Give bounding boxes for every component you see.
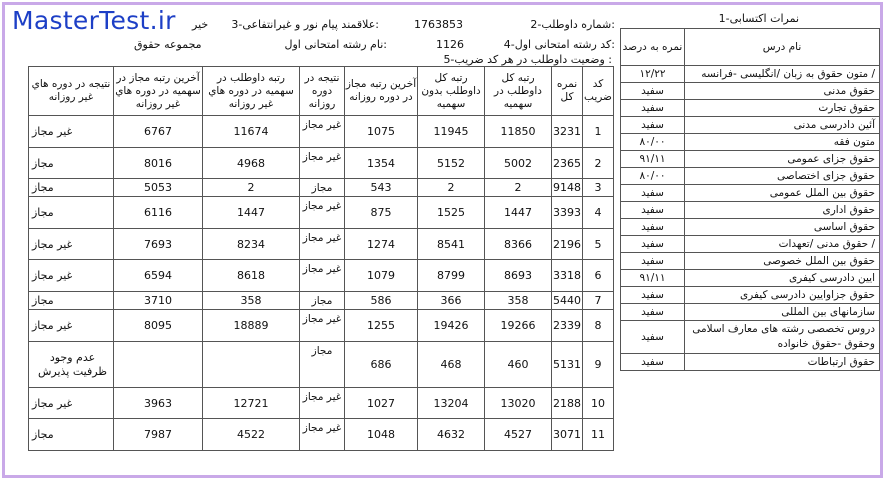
table-cell: 1255: [345, 310, 418, 342]
course-name: / متون حقوق به زبان /انگلیسی -فرانسه: [685, 66, 880, 83]
course-score: ۹۱/۱۱: [621, 151, 685, 168]
table-cell: 6767: [114, 116, 203, 148]
course-score: سفید: [621, 185, 685, 202]
course-name: دروس تخصصی رشته های معارف اسلامی وحقوق -حقوق خانواده: [685, 321, 880, 354]
table-cell: 2: [418, 179, 485, 197]
column-header: رتبه داوطلب در سهمیه در دوره هاي غیر روزانه: [203, 67, 300, 116]
table-cell: 12721: [203, 388, 300, 419]
applicant-number-value: 1763853: [414, 18, 463, 31]
table-cell: 8095: [114, 310, 203, 342]
table-cell: غیر مجاز: [300, 260, 345, 292]
course-name: حقوق جزای اختصاصی: [685, 168, 880, 185]
table-cell: 8: [583, 310, 614, 342]
table-cell: مجاز: [300, 342, 345, 388]
table-cell: 8693: [485, 260, 552, 292]
table-cell: 2188: [552, 388, 583, 419]
table-cell: 6594: [114, 260, 203, 292]
course-score: سفید: [621, 219, 685, 236]
table-cell: 4632: [418, 419, 485, 451]
column-header: نتیجه در دوره روزانه: [300, 67, 345, 116]
course-score: سفید: [621, 236, 685, 253]
table-cell: 5440: [552, 292, 583, 310]
table-cell: 1079: [345, 260, 418, 292]
table-cell: 586: [345, 292, 418, 310]
table-cell: 2365: [552, 148, 583, 179]
table-row: [29, 260, 614, 292]
table-cell: 9: [583, 342, 614, 388]
table-cell: 5002: [485, 148, 552, 179]
score-row: [621, 304, 880, 321]
course-score: سفید: [621, 117, 685, 134]
table-row: [29, 419, 614, 451]
table-row: [29, 116, 614, 148]
table-cell: 13020: [485, 388, 552, 419]
table-row: [29, 148, 614, 179]
scores-table: [620, 28, 880, 371]
course-score: ۹۱/۱۱: [621, 270, 685, 287]
field-name-value: مجموعه حقوق: [134, 38, 202, 51]
column-header: نمره كل: [552, 67, 583, 116]
score-row: [621, 219, 880, 236]
table-cell: 8016: [114, 148, 203, 179]
table-cell: 3318: [552, 260, 583, 292]
table-cell: 13204: [418, 388, 485, 419]
score-row: [621, 66, 880, 83]
score-row: [621, 100, 880, 117]
course-name: حقوق بین الملل خصوصی: [685, 253, 880, 270]
score-row: [621, 202, 880, 219]
table-row: [29, 388, 614, 419]
table-cell: 366: [418, 292, 485, 310]
table-cell: غیر مجاز: [300, 148, 345, 179]
table-cell: 3963: [114, 388, 203, 419]
score-row: [621, 185, 880, 202]
score-row: [621, 321, 880, 354]
column-header: آخرین رتبه مجاز در دوره روزانه: [345, 67, 418, 116]
field-name-label: نام رشته امتحانی اول:: [284, 38, 387, 51]
table-cell: 2: [203, 179, 300, 197]
table-cell: 11: [583, 419, 614, 451]
table-cell: غیر مجاز: [300, 229, 345, 260]
table-cell: غیر مجاز: [29, 260, 114, 292]
course-name: متون فقه: [685, 134, 880, 151]
course-name: حقوق مدنی: [685, 83, 880, 100]
table-cell: 4: [583, 197, 614, 229]
table-cell: [203, 342, 300, 388]
table-cell: 19426: [418, 310, 485, 342]
course-name: ایین دادرسی کیفری: [685, 270, 880, 287]
table-cell: غیر مجاز: [300, 197, 345, 229]
table-cell: 543: [345, 179, 418, 197]
table-cell: 5152: [418, 148, 485, 179]
table-cell: 3071: [552, 419, 583, 451]
column-header: نتیجه در دوره هاي غیر روزانه: [29, 67, 114, 116]
table-cell: 2: [485, 179, 552, 197]
column-header: رتبه كل داوطلب بدون سهمیه: [418, 67, 485, 116]
table-cell: 4527: [485, 419, 552, 451]
table-cell: 2196: [552, 229, 583, 260]
course-name: سازمانهای بین المللی: [685, 304, 880, 321]
table-cell: 3393: [552, 197, 583, 229]
course-name: حقوق جزاوایین دادرسی کیفری: [685, 287, 880, 304]
table-cell: [114, 342, 203, 388]
table-cell: مجاز: [29, 292, 114, 310]
table-cell: غیر مجاز: [29, 116, 114, 148]
table-cell: مجاز: [29, 197, 114, 229]
score-row: [621, 354, 880, 371]
table-cell: 5131: [552, 342, 583, 388]
column-header: رتبه كل داوطلب در سهمیه: [485, 67, 552, 116]
score-row: [621, 151, 880, 168]
score-row: [621, 270, 880, 287]
applicant-status-table: [28, 66, 614, 451]
payam-noor-label: 3-علاقمند پیام نور و غیرانتفاعی:: [231, 18, 379, 31]
table-cell: 8541: [418, 229, 485, 260]
course-name: حقوق جزای عمومی: [685, 151, 880, 168]
table-cell: 1274: [345, 229, 418, 260]
field-code-label: 4-كد رشته امتحانی اول:: [503, 38, 615, 51]
table-cell: 11850: [485, 116, 552, 148]
table-cell: 1048: [345, 419, 418, 451]
score-row: [621, 287, 880, 304]
table-row: [29, 197, 614, 229]
table-cell: غیر مجاز: [300, 310, 345, 342]
course-score: ۱۲/۲۲: [621, 66, 685, 83]
payam-noor-value: خیر: [192, 18, 209, 31]
section5-title: 5-وضعیت داوطلب در هر كد ضریب :: [443, 53, 612, 66]
table-cell: 8366: [485, 229, 552, 260]
site-logo: MasterTest.ir: [12, 6, 176, 35]
table-cell: 7987: [114, 419, 203, 451]
table-cell: غیر مجاز: [29, 310, 114, 342]
score-row: [621, 83, 880, 100]
course-score: ۸۰/۰۰: [621, 168, 685, 185]
table-cell: عدم وجود ظرفیت پذیرش: [29, 342, 114, 388]
table-cell: 10: [583, 388, 614, 419]
course-score: سفید: [621, 253, 685, 270]
table-cell: 686: [345, 342, 418, 388]
applicant-number-label: 2-شماره داوطلب:: [530, 18, 615, 31]
table-cell: 358: [203, 292, 300, 310]
table-cell: 358: [485, 292, 552, 310]
table-cell: 1447: [485, 197, 552, 229]
course-score: سفید: [621, 354, 685, 371]
table-cell: 2339: [552, 310, 583, 342]
table-cell: 4968: [203, 148, 300, 179]
score-row: [621, 253, 880, 270]
table-cell: مجاز: [29, 419, 114, 451]
table-cell: 11945: [418, 116, 485, 148]
course-score: سفید: [621, 321, 685, 354]
table-cell: 9148: [552, 179, 583, 197]
column-header: كد ضریب: [583, 67, 614, 116]
table-row: [29, 310, 614, 342]
table-cell: 19266: [485, 310, 552, 342]
table-cell: 460: [485, 342, 552, 388]
table-cell: 1027: [345, 388, 418, 419]
course-name: حقوق ارتباطات: [685, 354, 880, 371]
table-cell: 6116: [114, 197, 203, 229]
course-name: آئین دادرسی مدنی: [685, 117, 880, 134]
table-cell: 1075: [345, 116, 418, 148]
table-row: [29, 292, 614, 310]
course-name-header: نام درس: [685, 29, 880, 66]
table-cell: 7: [583, 292, 614, 310]
course-name: حقوق بین الملل عمومی: [685, 185, 880, 202]
table-cell: 5053: [114, 179, 203, 197]
table-cell: مجاز: [300, 292, 345, 310]
score-row: [621, 117, 880, 134]
table-cell: غیر مجاز: [29, 388, 114, 419]
table-cell: 8618: [203, 260, 300, 292]
table-cell: 11674: [203, 116, 300, 148]
table-cell: مجاز: [300, 179, 345, 197]
field-code-value: 1126: [436, 38, 464, 51]
course-score: ۸۰/۰۰: [621, 134, 685, 151]
table-cell: 18889: [203, 310, 300, 342]
table-cell: 468: [418, 342, 485, 388]
course-score: سفید: [621, 83, 685, 100]
table-cell: 5: [583, 229, 614, 260]
table-cell: 1447: [203, 197, 300, 229]
table-cell: 6: [583, 260, 614, 292]
table-cell: 4522: [203, 419, 300, 451]
course-score: سفید: [621, 287, 685, 304]
percent-header: نمره به درصد: [621, 29, 685, 66]
table-row: [29, 179, 614, 197]
table-cell: 1525: [418, 197, 485, 229]
score-row: [621, 236, 880, 253]
table-cell: 8799: [418, 260, 485, 292]
table-cell: غیر مجاز: [300, 116, 345, 148]
table-cell: غیر مجاز: [300, 419, 345, 451]
table-cell: مجاز: [29, 148, 114, 179]
course-score: سفید: [621, 202, 685, 219]
table-cell: 3231: [552, 116, 583, 148]
course-name: حقوق اساسی: [685, 219, 880, 236]
table-cell: غیر مجاز: [29, 229, 114, 260]
course-name: / حقوق مدنی /تعهدات: [685, 236, 880, 253]
table-cell: 1354: [345, 148, 418, 179]
table-row: [29, 229, 614, 260]
table-cell: 3710: [114, 292, 203, 310]
course-name: حقوق اداری: [685, 202, 880, 219]
table-row: [29, 342, 614, 388]
table-cell: 1: [583, 116, 614, 148]
column-header: آخرین رتبه مجاز در سهمیه در دوره هاي غیر روزانه: [114, 67, 203, 116]
table-cell: مجاز: [29, 179, 114, 197]
score-row: [621, 168, 880, 185]
course-score: سفید: [621, 304, 685, 321]
table-cell: 2: [583, 148, 614, 179]
course-name: حقوق تجارت: [685, 100, 880, 117]
table-cell: 8234: [203, 229, 300, 260]
table-cell: غیر مجاز: [300, 388, 345, 419]
score-row: [621, 134, 880, 151]
table-cell: 3: [583, 179, 614, 197]
section1-title: 1-نمرات اكتسابی: [718, 12, 799, 25]
table-cell: 7693: [114, 229, 203, 260]
course-score: سفید: [621, 100, 685, 117]
table-cell: 875: [345, 197, 418, 229]
